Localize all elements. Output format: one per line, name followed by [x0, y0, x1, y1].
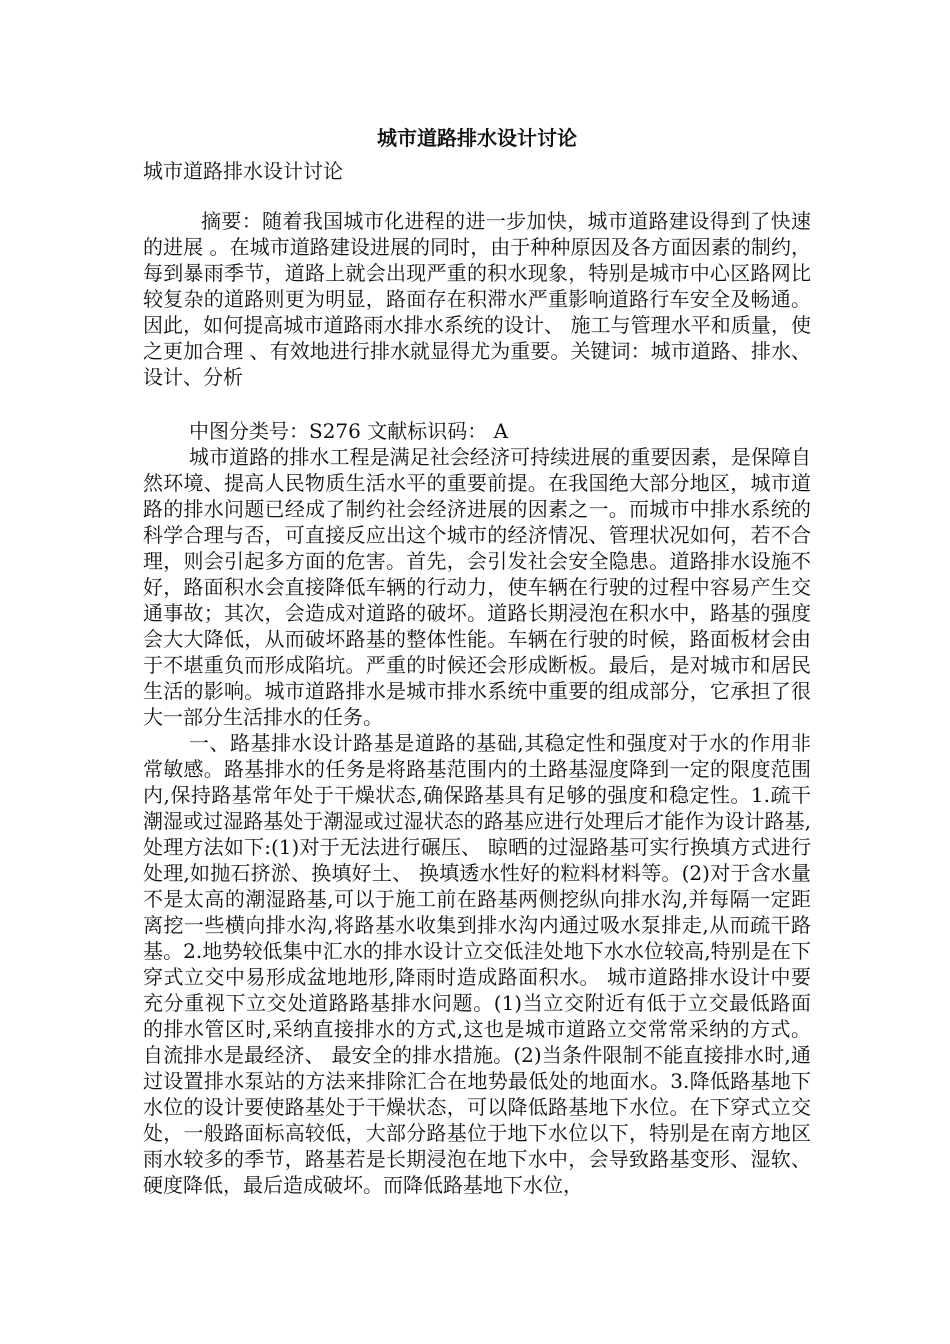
- body-paragraph: 一、路基排水设计路基是道路的基础,其稳定性和强度对于水的作用非常敏感。路基排水的任务是将路基范围内的土路基湿度降到一定的限度范围内,保持路基常年处于干燥状态,确保路基具有足够的强度和稳定性。1.疏干潮湿或过湿路基处于潮湿或过湿状态的路基应进行处理后才能作为设计路基,处理方法如下:(1)对于无法进行碾压、 晾晒的过湿路基可实行换填方式进行处理,如抛石挤淤、换填好土、 换填透水性好的粒料材料等。(2)对于含水量不是太高的潮湿路基,可以于施工前在路基两侧挖纵向排水沟,并每隔一定距离挖一些横向排水沟,将路基水收集到排水沟内通过吸水泵排走,从而疏干路基。2.地势较低集中汇水的排水设计立交低洼处地下水水位较高,特别是在下穿式立交中易形成盆地地形,降雨时造成路面积水。 城市道路排水设计中要充分重视下立交处道路路基排水问题。(1)当立交附近有低于立交最低路面的排水管区时,采纳直接排水的方式,这也是城市道路立交常常采纳的方式。自流排水是最经济、 最安全的排水措施。(2)当条件限制不能直接排水时,通过设置排水泵站的方法来排除汇合在地势最低处的地面水。3.降低路基地下水位的设计要使路基处于干燥状态，可以降低路基地下水位。在下穿式立交处，一般路面标高较低，大部分路基位于地下水位以下，特别是在南方地区雨水较多的季节，路基若是长期浸泡在地下水中，会导致路基变形、湿软、硬度降低，最后造成破坏。而降低路基地下水位，: [143, 731, 811, 1197]
- document-subtitle: 城市道路排水设计讨论: [143, 159, 343, 183]
- classification-line: 中图分类号：S276 文献标识码： A: [189, 419, 509, 443]
- abstract-paragraph: 摘要：随着我国城市化进程的进一步加快，城市道路建设得到了快速的进展 。在城市道路建设进展的同时，由于种种原因及各方面因素的制约，每到暴雨季节，道路上就会出现严重的积水现象，特别是城市中心区路网比较复杂的道路则更为明显，路面存在积滞水严重影响道路行车安全及畅通。 因此，如何提高城市道路雨水排水系统的设计、 施工与管理水平和质量，使之更加合理 、有效地进行排水就显得尤为重要。关键词：城市道路、排水、设计、分析: [143, 209, 811, 389]
- document-title: 城市道路排水设计讨论: [377, 126, 577, 150]
- document-page: [143, 118, 811, 1198]
- body-paragraph: 城市道路的排水工程是满足社会经济可持续进展的重要因素，是保障自然环境、提高人民物质生活水平的重要前提。在我国绝大部分地区，城市道路的排水问题已经成了制约社会经济进展的因素之一。而城市中排水系统的科学合理与否，可直接反应出这个城市的经济情况、管理状况如何，若不合理，则会引起多方面的危害。首先，会引发社会安全隐患。道路排水设施不好，路面积水会直接降低车辆的行动力，使车辆在行驶的过程中容易产生交通事故；其次，会造成对道路的破坏。道路长期浸泡在积水中，路基的强度会大大降低，从而破坏路基的整体性能。车辆在行驶的时候，路面板材会由于不堪重负而形成陷坑。严重的时候还会形成断板。最后，是对城市和居民生活的影响。城市道路排水是城市排水系统中重要的组成部分，它承担了很大一部分生活排水的任务。: [143, 445, 811, 729]
